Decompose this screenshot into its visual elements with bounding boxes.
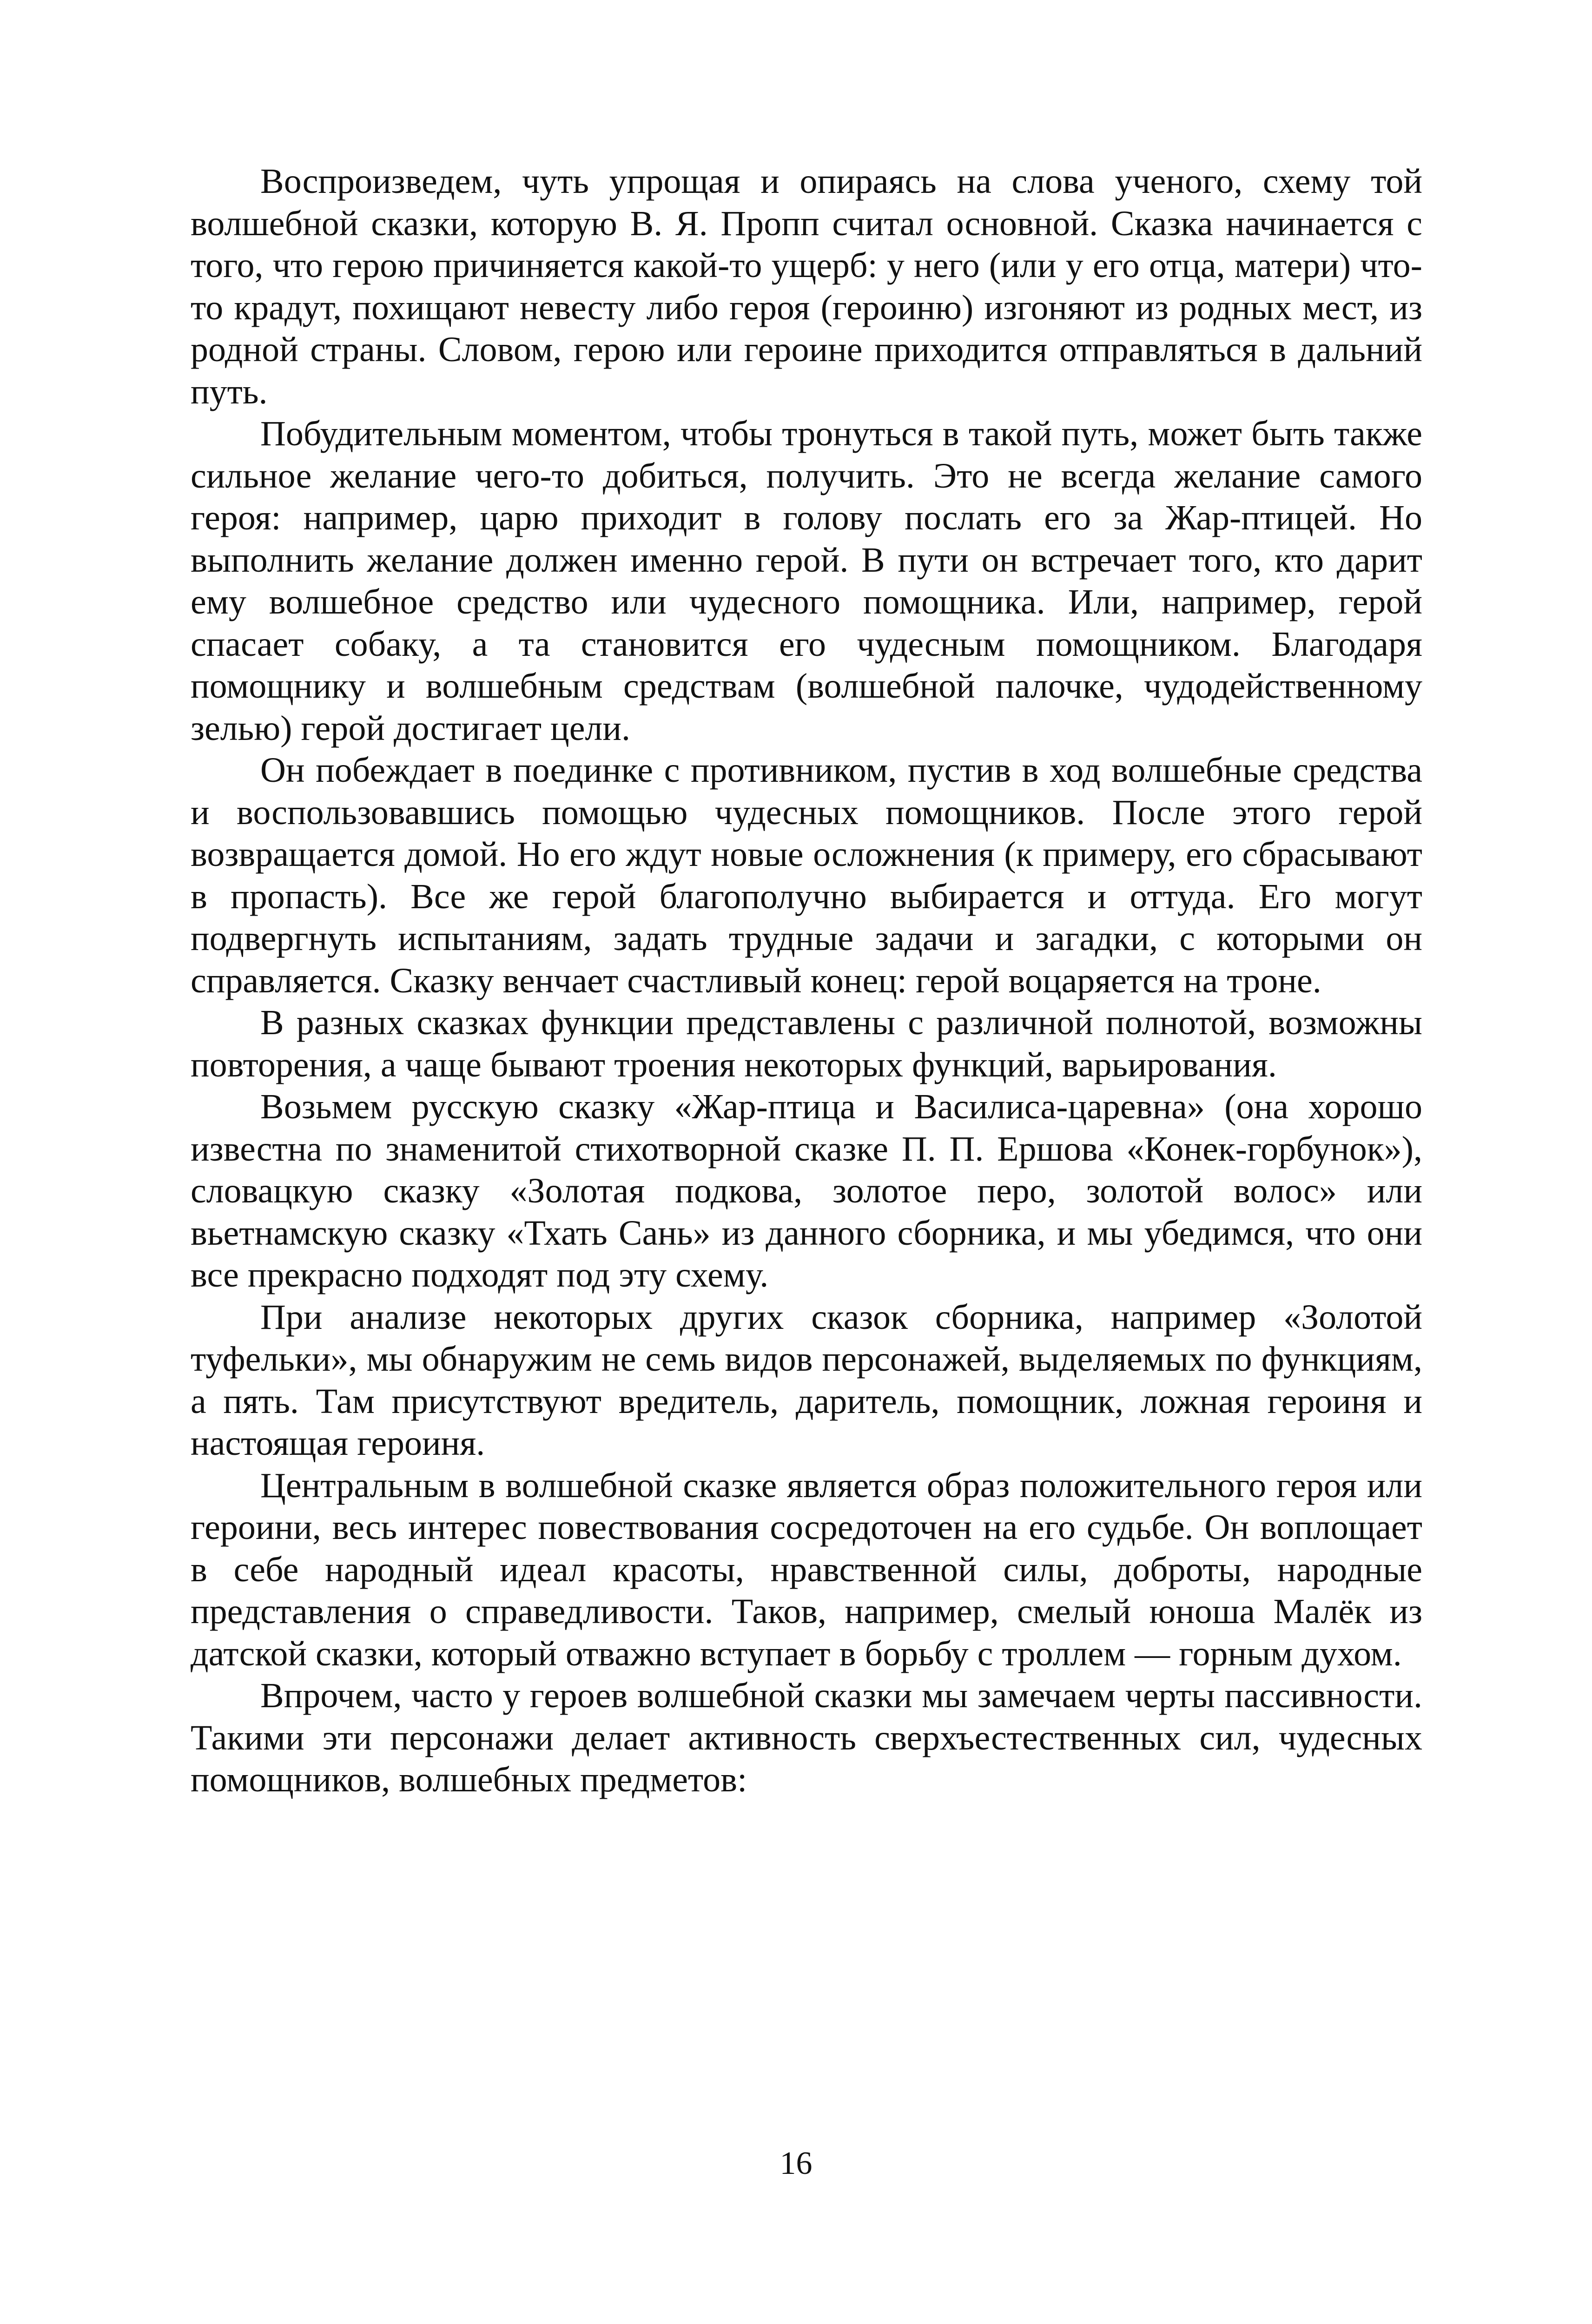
body-text [191,160,1422,1801]
paragraph: При анализе некоторых других сказок сборника, например «Золотой туфельки», мы обнаружим не семь видов персонажей, выделяемых по функциям, а пять. Там присутствуют вредитель, даритель, помощник, ложная героиня и настоящая героиня. [191,1297,1422,1463]
page-number: 16 [779,2146,813,2181]
paragraph: В разных сказках функции представлены с различной полнотой, возможны повторения, а чаще бывают троения некоторых функций, варьирования. [191,1003,1422,1084]
paragraph: Впрочем, часто у героев волшебной сказки мы замечаем черты пассивности. Такими эти персонажи делает активность сверхъестественных сил, чудесных помощников, волшебных предметов: [191,1676,1422,1799]
paragraph: Центральным в волшебной сказке является образ положительного героя или героини, весь интерес повествования сосредоточен на его судьбе. Он воплощает в себе народный идеал красоты, нравственной силы, доброты, народные представления о справедливости. Таков, например, смелый юноша Малёк из датской сказки, который отважно вступает в борьбу с троллем — горным духом. [191,1466,1422,1673]
paragraph: Возьмем русскую сказку «Жар-птица и Василиса-царевна» (она хорошо известна по знаменитой стихотворной сказке П. П. Ершова «Конек-горбунок»), словацкую сказку «Золотая подкова, золотое перо, золотой волос» или вьетнамскую сказку «Тхать Сань» из данного сборника, и мы убедимся, что они все прекрасно подходят под эту схему. [191,1087,1422,1294]
paragraph: Он побеждает в поединке с противником, пустив в ход волшебные средства и воспользовавшись помощью чудесных помощников. После этого герой возвращается домой. Но его ждут новые осложнения (к примеру, его сбрасывают в пропасть). Все же герой благополучно выбирается и оттуда. Его могут подвергнуть испытаниям, задать трудные задачи и загадки, с которыми он справляется. Сказку венчает счастливый конец: герой воцаряется на троне. [191,751,1422,1000]
paragraph: Побудительным моментом, чтобы тронуться в такой путь, может быть также сильное желание чего-то добиться, получить. Это не всегда желание самого героя: например, царю приходит в голову послать его за Жар-птицей. Но выполнить желание должен именно герой. В пути он встречает того, кто дарит ему волшебное средство или чудесного помощника. Или, например, герой спасает собаку, а та становится его чудесным помощником. Благодаря помощнику и волшебным средствам (волшебной палочке, чудодейственному зелью) герой достигает цели. [191,414,1422,748]
paragraph: Воспроизведем, чуть упрощая и опираясь на слова ученого, схему той волшебной сказки, которую В. Я. Пропп считал основной. Сказка начинается с того, что герою причиняется какой-то ущерб: у него (или у его отца, матери) что-то крадут, похищают невесту либо героя (героиню) изгоняют из родных мест, из родной страны. Словом, герою или героине приходится отправляться в дальний путь. [191,162,1422,411]
